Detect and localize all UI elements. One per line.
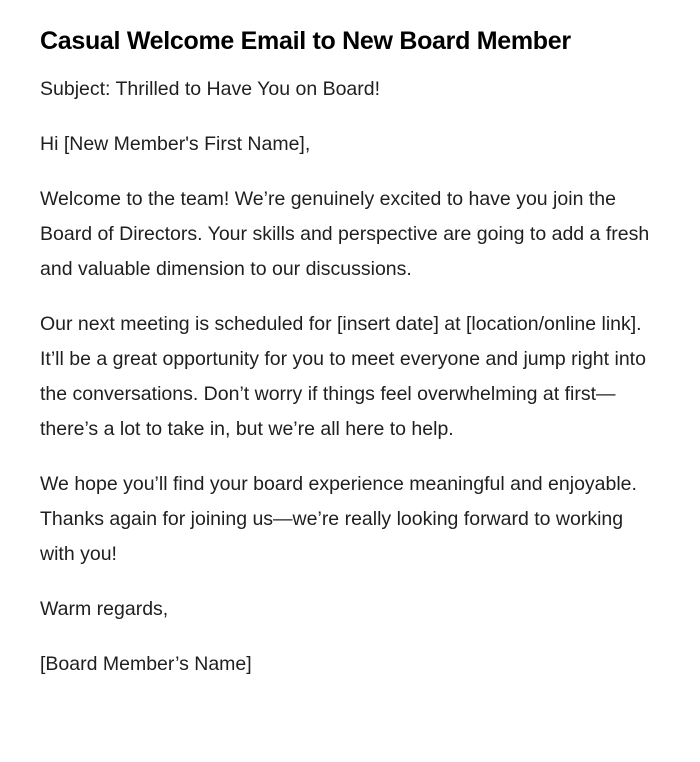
email-paragraph-meeting: Our next meeting is scheduled for [insert date] at [location/online link]. It’ll be a great opportunity for you to meet everyone and jump right into the conversations. Don’t worry if things feel overwhelming at first—there’s a lot to take in, but we’re all here to help. (40, 313, 646, 440)
email-paragraph-welcome: Welcome to the team! We’re genuinely excited to have you join the Board of Directors. Your skills and perspective are going to add a fresh and valuable dimension to our discussions. (40, 188, 650, 280)
email-paragraph-thanks: We hope you’ll find your board experience meaningful and enjoyable. Thanks again for joining us—we’re really looking forward to working with you! (40, 473, 637, 565)
document-title: Casual Welcome Email to New Board Member (40, 27, 571, 55)
email-subject: Subject: Thrilled to Have You on Board! (40, 78, 381, 100)
email-closing: Warm regards, (40, 598, 169, 620)
email-signature: [Board Member’s Name] (40, 653, 252, 675)
email-greeting: Hi [New Member's First Name], (40, 133, 311, 155)
